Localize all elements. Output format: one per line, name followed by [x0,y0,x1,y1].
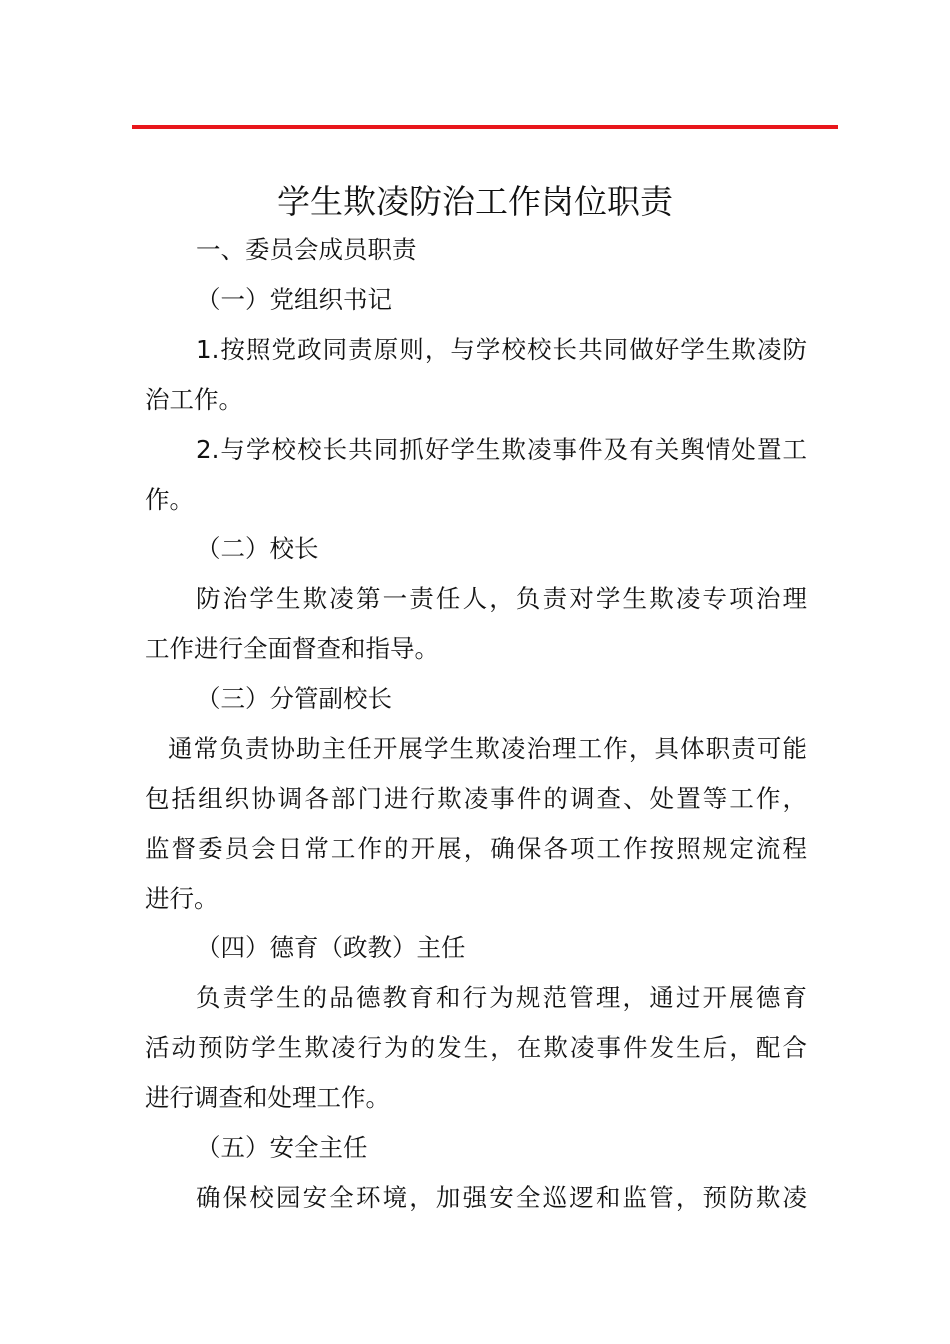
moral-director-line-1: 负责学生的品德教育和行为规范管理，通过开展德育 [196,983,807,1012]
vice-principal-line-1: 通常负责协助主任开展学生欺凌治理工作，具体职责可能 [168,734,807,763]
vice-principal-line-2: 包括组织协调各部门进行欺凌事件的调查、处置等工作， [145,784,807,813]
section-heading-vice-principal: （三）分管副校长 [196,684,392,713]
item-1-line-1: 1.按照党政同责原则，与学校校长共同做好学生欺凌防 [196,335,807,364]
section-heading-moral-director: （四）德育（政教）主任 [196,933,466,962]
item-2-line-2: 作。 [145,485,194,514]
safety-director-line-1: 确保校园安全环境，加强安全巡逻和监管，预防欺凌 [196,1183,807,1212]
moral-director-line-2: 活动预防学生欺凌行为的发生，在欺凌事件发生后，配合 [145,1033,807,1062]
item-2-line-1: 2.与学校校长共同抓好学生欺凌事件及有关舆情处置工 [196,435,807,464]
section-heading-principal: （二）校长 [196,534,319,563]
section-heading-safety-director: （五）安全主任 [196,1133,368,1162]
red-header-rule [132,125,838,129]
heading-committee-duties: 一、委员会成员职责 [196,235,417,264]
principal-line-2: 工作进行全面督查和指导。 [145,634,439,663]
vice-principal-line-3: 监督委员会日常工作的开展，确保各项工作按照规定流程 [145,834,807,863]
item-1-line-2: 治工作。 [145,385,243,414]
section-heading-party-secretary: （一）党组织书记 [196,285,392,314]
principal-line-1: 防治学生欺凌第一责任人，负责对学生欺凌专项治理 [196,584,807,613]
moral-director-line-3: 进行调查和处理工作。 [145,1083,390,1112]
vice-principal-line-4: 进行。 [145,884,219,913]
document-title: 学生欺凌防治工作岗位职责 [277,182,673,221]
